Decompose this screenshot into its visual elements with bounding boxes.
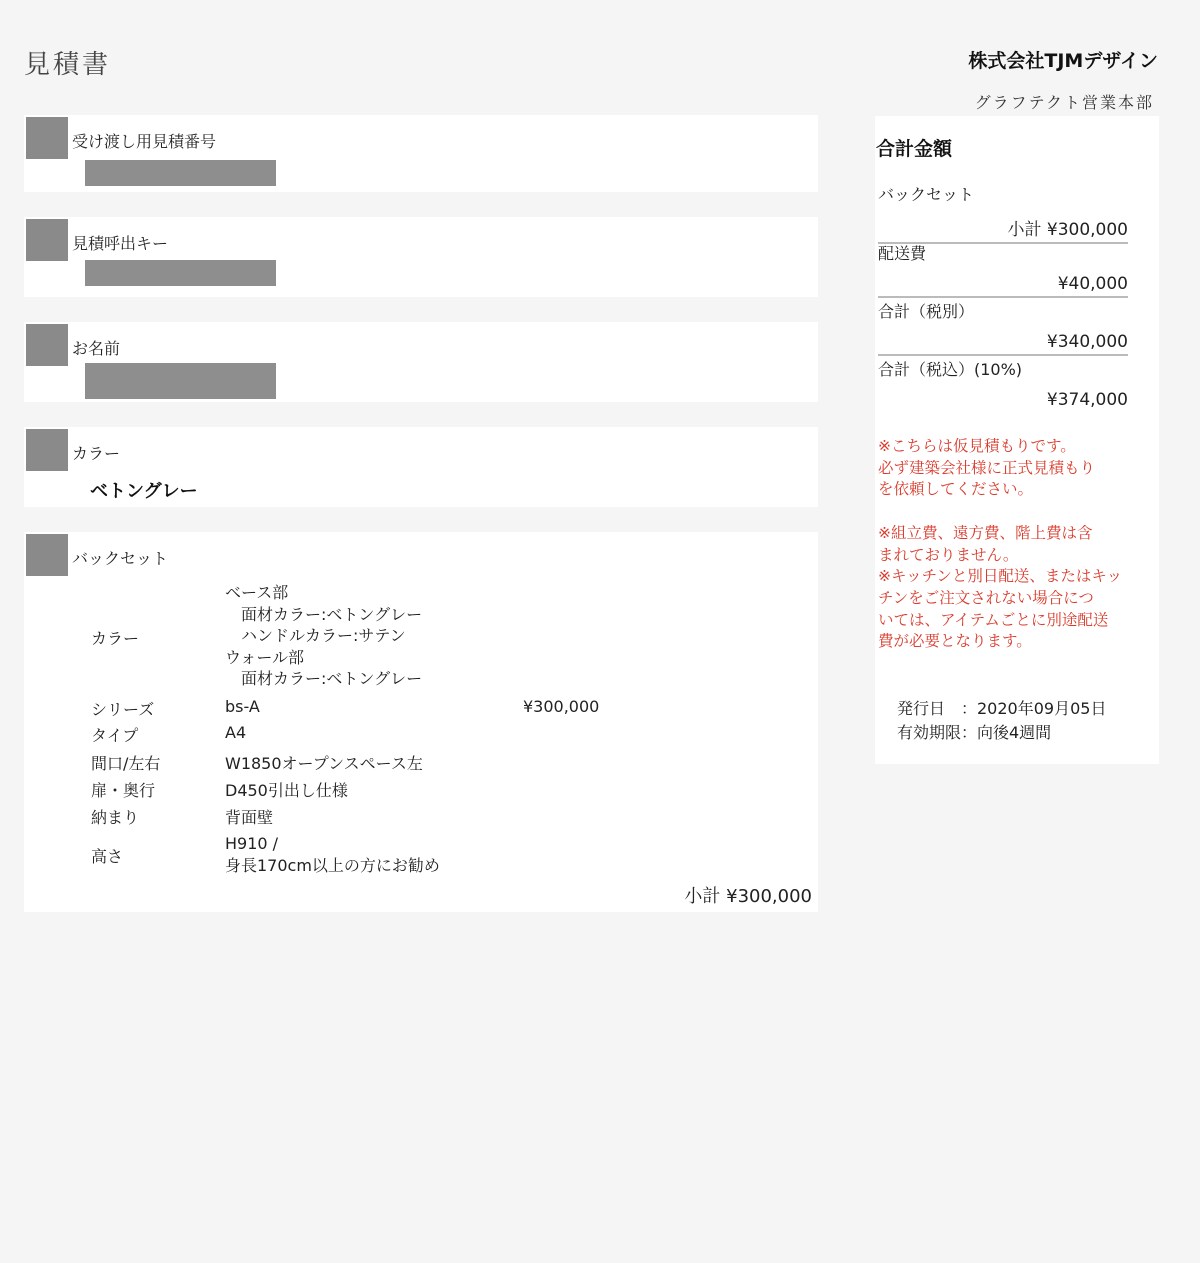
issue-date: 発行日 ：2020年09月05日 xyxy=(897,699,1107,718)
note-line: 費が必要となります。 xyxy=(878,632,1032,651)
spec-price-series: ¥300,000 xyxy=(523,697,600,716)
summary-item-label: バックセット xyxy=(878,185,975,204)
backset-subtotal: 小計 ¥300,000 xyxy=(684,886,812,907)
estimate-number-redacted-value xyxy=(85,160,276,186)
summary-item-label: 合計（税込）(10%) xyxy=(878,360,1023,379)
spec-height-line: 身長170cm以上の方にお勧め xyxy=(225,855,440,875)
spec-value-color xyxy=(225,582,422,690)
department-name: グラフテクト営業本部 xyxy=(974,93,1154,112)
note-line: 必ず建築会社様に正式見積もり xyxy=(878,458,1096,477)
summary-item-label: 配送費 xyxy=(878,244,927,263)
spec-value-height xyxy=(225,833,440,876)
spec-value-door: D450引出し仕様 xyxy=(225,781,348,800)
spec-color-line: ベース部 xyxy=(225,583,289,602)
note-line: ※キッチンと別日配送、またはキッ xyxy=(878,567,1123,586)
note-line xyxy=(878,501,1140,523)
customer-name-section xyxy=(24,322,818,402)
company-name: 株式会社TJMデザイン xyxy=(968,50,1158,72)
section-marker xyxy=(26,429,68,471)
spec-value-series: bs-A xyxy=(225,697,260,716)
estimate-number-label: 受け渡し用見積番号 xyxy=(72,132,217,151)
summary-item-amount: 小計 ¥300,000 xyxy=(878,215,1128,244)
note-line: いては、アイテムごとに別途配送 xyxy=(878,610,1109,629)
spec-key-width: 間口/左右 xyxy=(91,754,161,773)
backset-section xyxy=(24,532,818,912)
page-title: 見積書 xyxy=(24,50,112,80)
spec-key-door: 扉・奥行 xyxy=(91,781,156,800)
spec-color-line: 面材カラー:ベトングレー xyxy=(225,604,423,624)
customer-name-label: お名前 xyxy=(72,339,121,358)
summary-item-amount: ¥340,000 xyxy=(878,332,1128,356)
recall-key-redacted-value xyxy=(85,260,276,286)
color-label: カラー xyxy=(72,444,121,463)
estimate-notes xyxy=(878,436,1140,653)
section-marker xyxy=(26,324,68,366)
summary-item-total-excl-tax xyxy=(878,299,1128,356)
spec-value-width: W1850オープンスペース左 xyxy=(225,754,423,773)
spec-value-type: A4 xyxy=(225,723,247,742)
recall-key-label: 見積呼出キー xyxy=(72,234,169,253)
summary-item-amount: ¥40,000 xyxy=(878,274,1128,298)
section-marker xyxy=(26,534,68,576)
summary-item-label: 合計（税別） xyxy=(878,302,975,321)
summary-item-shipping xyxy=(878,241,1128,298)
spec-height-line: H910 / xyxy=(225,834,279,853)
spec-key-color: カラー xyxy=(91,629,140,648)
color-value: ベトングレー xyxy=(90,481,198,502)
color-section xyxy=(24,427,818,507)
total-summary-panel xyxy=(875,116,1159,764)
spec-key-finish: 納まり xyxy=(91,808,140,827)
note-line: まれておりません。 xyxy=(878,545,1019,564)
summary-item-total-incl-tax xyxy=(878,357,1128,412)
section-marker xyxy=(26,117,68,159)
summary-item-amount: ¥374,000 xyxy=(1046,390,1128,410)
spec-key-height: 高さ xyxy=(91,847,124,866)
summary-item-backset xyxy=(878,182,1128,244)
estimate-number-section xyxy=(24,115,818,192)
spec-color-line: ハンドルカラー:サテン xyxy=(225,626,406,645)
spec-color-line: 面材カラー:ベトングレー xyxy=(225,669,423,688)
note-line: を依頼してください。 xyxy=(878,480,1034,499)
note-line: ※こちらは仮見積もりです。 xyxy=(878,437,1076,455)
backset-label: バックセット xyxy=(72,549,169,568)
spec-color-line: ウォール部 xyxy=(225,647,305,667)
note-line: チンをご注文されない場合につ xyxy=(878,588,1094,607)
summary-title: 合計金額 xyxy=(876,138,953,160)
spec-key-series: シリーズ xyxy=(91,700,155,719)
section-marker xyxy=(26,219,68,261)
recall-key-section xyxy=(24,217,818,297)
note-line: ※組立費、遠方費、階上費は含 xyxy=(878,523,1093,542)
customer-name-redacted-value xyxy=(85,363,276,399)
spec-value-finish: 背面壁 xyxy=(225,808,274,827)
validity-period: 有効期限：向後4週間 xyxy=(897,723,1052,742)
spec-key-type: タイプ xyxy=(91,726,139,745)
